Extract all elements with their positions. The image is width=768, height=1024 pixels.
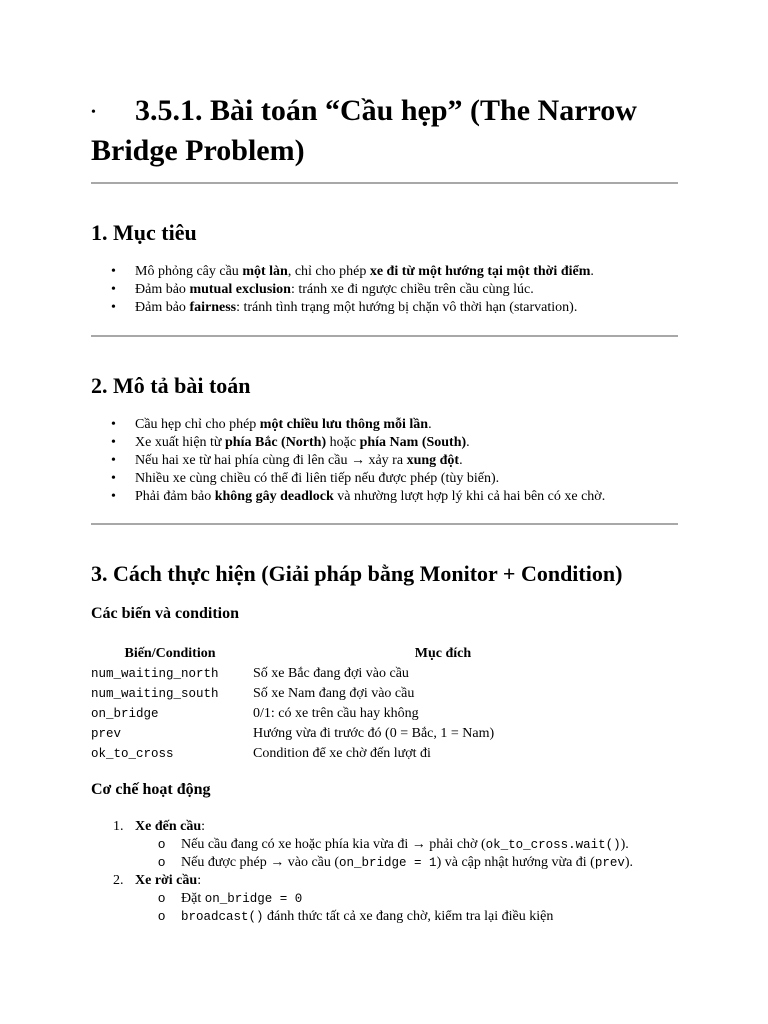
page-title-text: 3.5.1. Bài toán “Cầu hẹp” (The Narrow Bridge Problem) bbox=[91, 94, 637, 168]
sub-list bbox=[135, 890, 677, 926]
section-heading-goals: 1. Mục tiêu bbox=[91, 220, 197, 245]
section-heading-implementation: 3. Cách thực hiện (Giải pháp bằng Monitor + Condition) bbox=[91, 561, 623, 586]
column-header: Mục đích bbox=[414, 646, 472, 661]
list-item: • Đảm bảo mutual exclusion: tránh xe đi ngược chiều trên cầu cùng lúc. bbox=[91, 281, 594, 299]
code-snippet: broadcast() bbox=[181, 910, 264, 924]
variable-purpose: 0/1: có xe trên cầu hay không bbox=[253, 706, 419, 721]
mechanism-heading: Cơ chế hoạt động bbox=[91, 781, 211, 798]
table-row bbox=[89, 684, 635, 704]
sub-item: o broadcast() đánh thức tất cả xe đang chờ, kiểm tra lại điều kiện bbox=[91, 908, 633, 926]
variable-purpose: Condition để xe chờ đến lượt đi bbox=[253, 746, 431, 761]
variable-purpose: Số xe Bắc đang đợi vào cầu bbox=[253, 666, 409, 681]
variable-name: num_waiting_south bbox=[91, 687, 219, 701]
variable-name: on_bridge bbox=[91, 707, 159, 721]
list-item: • Phải đảm bảo không gây deadlock và nhường lượt hợp lý khi cả hai bên có xe chờ. bbox=[91, 488, 605, 506]
goals-list bbox=[91, 263, 594, 317]
table-row bbox=[89, 724, 635, 744]
variable-name: ok_to_cross bbox=[91, 747, 174, 761]
variable-name: prev bbox=[91, 727, 122, 741]
list-item: • Đảm bảo fairness: tránh tình trạng một hướng bị chặn vô thời hạn (starvation). bbox=[91, 299, 594, 317]
step-item: 1. Xe đến cầu: o Nếu cầu đang có xe hoặc phía kia vừa đi → phải chờ (ok_to_cross.wait()). o Nếu được phép → vào cầu (on_bridge = 1) và cập nhật hướng vừa đi (prev). bbox=[91, 818, 677, 872]
section-heading-description: 2. Mô tả bài toán bbox=[91, 373, 251, 398]
table-row bbox=[89, 704, 635, 724]
divider bbox=[91, 523, 678, 525]
title-bullet: • bbox=[91, 105, 96, 121]
code-snippet: on_bridge = 0 bbox=[204, 892, 303, 906]
list-item: • Nếu hai xe từ hai phía cùng đi lên cầu → xảy ra xung đột. bbox=[91, 452, 605, 470]
step-label: Xe rời cầu bbox=[135, 873, 198, 888]
variables-table bbox=[89, 644, 635, 764]
divider bbox=[91, 182, 678, 184]
step-item: 2. Xe rời cầu: o Đặt on_bridge = 0 o broadcast() đánh thức tất cả xe đang chờ, kiểm tra lại điều kiện bbox=[91, 872, 677, 926]
divider bbox=[91, 335, 678, 337]
table-row bbox=[89, 744, 635, 764]
list-item: • Nhiều xe cùng chiều có thể đi liên tiếp nếu được phép (tùy biến). bbox=[91, 470, 605, 488]
code-snippet: on_bridge = 1 bbox=[339, 856, 437, 870]
variable-name: num_waiting_north bbox=[91, 667, 219, 681]
code-snippet: prev bbox=[594, 856, 625, 870]
list-item: • Cầu hẹp chỉ cho phép một chiều lưu thông mỗi lần. bbox=[91, 416, 605, 434]
variables-heading: Các biến và condition bbox=[91, 605, 240, 622]
table-header-row bbox=[89, 644, 635, 664]
sub-item: o Nếu cầu đang có xe hoặc phía kia vừa đi → phải chờ (ok_to_cross.wait()). bbox=[91, 836, 633, 854]
variable-purpose: Số xe Nam đang đợi vào cầu bbox=[253, 686, 415, 701]
code-snippet: ok_to_cross.wait() bbox=[485, 838, 621, 852]
step-number: 2. bbox=[113, 873, 124, 888]
sub-item: o Đặt on_bridge = 0 bbox=[91, 890, 633, 908]
sub-item: o Nếu được phép → vào cầu (on_bridge = 1) và cập nhật hướng vừa đi (prev). bbox=[91, 854, 633, 872]
column-header: Biến/Condition bbox=[124, 646, 216, 661]
table-row bbox=[89, 664, 635, 684]
variable-purpose: Hướng vừa đi trước đó (0 = Bắc, 1 = Nam) bbox=[253, 726, 495, 741]
sub-list bbox=[135, 836, 677, 872]
step-label: Xe đến cầu bbox=[135, 819, 202, 834]
page-title bbox=[91, 92, 711, 170]
list-item: • Mô phỏng cây cầu một làn, chỉ cho phép xe đi từ một hướng tại một thời điểm. bbox=[91, 263, 594, 281]
list-item: • Xe xuất hiện từ phía Bắc (North) hoặc phía Nam (South). bbox=[91, 434, 605, 452]
description-list bbox=[91, 416, 605, 506]
mechanism-steps bbox=[91, 818, 677, 926]
step-number: 1. bbox=[113, 819, 124, 834]
